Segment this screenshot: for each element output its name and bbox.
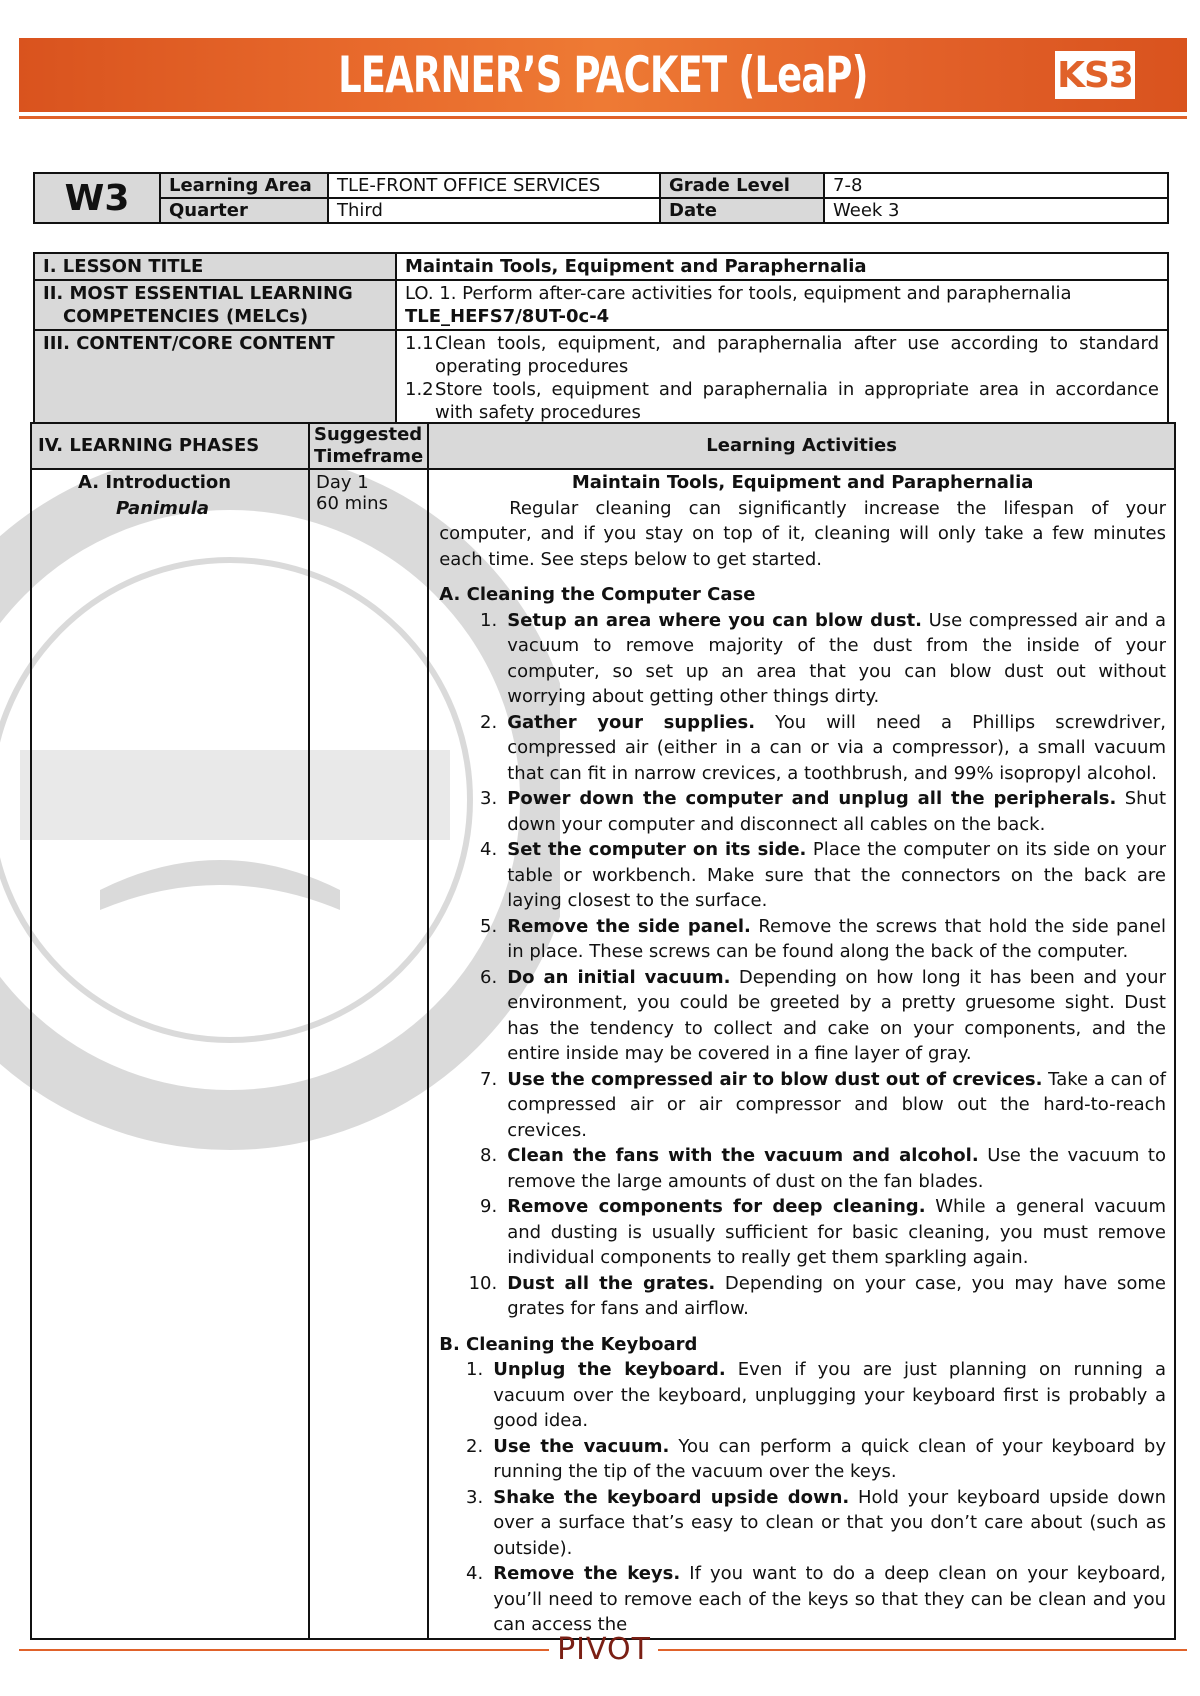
step-body: Remove the screws that hold the side panel in place. These screws can be found along the back of the computer. <box>507 915 1166 962</box>
lesson-table <box>33 252 1169 427</box>
header-banner <box>19 38 1187 112</box>
quarter-label: Quarter <box>160 198 328 223</box>
step-body: Place the computer on its side on your table or workbench. Make sure that the connectors on the back are laying closest to the surface. <box>507 839 1166 911</box>
step-item <box>439 1434 1166 1485</box>
step-number: 1. <box>480 609 498 631</box>
step-text <box>507 608 1166 710</box>
step-text <box>507 914 1166 965</box>
step-item <box>439 1271 1166 1322</box>
step-item <box>439 1357 1166 1434</box>
step-body: Depending on your case, you may have some grates for fans and airflow. <box>507 1272 1167 1319</box>
melc-label <box>34 280 396 330</box>
pivot-logo: PIVOT <box>557 1632 651 1667</box>
header-divider <box>19 116 1187 119</box>
step-body: Use compressed air and a vacuum to remove majority of the dust from the inside of your computer, so set up an area that you can blow dust out without worrying about getting other things dirty. <box>507 609 1166 707</box>
step-item <box>439 608 1166 710</box>
footer-line-right <box>658 1649 1187 1651</box>
step-text <box>493 1485 1166 1562</box>
content-item-text: Store tools, equipment and paraphernalia in appropriate area in accordance with safety procedures <box>435 379 1159 423</box>
step-number: 3. <box>466 1486 484 1508</box>
step-text <box>507 786 1166 837</box>
step-lead: Use the vacuum. <box>493 1435 670 1457</box>
case-cleaning-steps <box>439 608 1166 1322</box>
content-item <box>405 332 1159 378</box>
melc-label-line1: II. MOST ESSENTIAL LEARNING <box>43 283 353 304</box>
step-body: Even if you are just planning on running a vacuum over the keyboard, unplugging your keyboard first is probably a good idea. <box>493 1359 1166 1431</box>
week-code: W3 <box>34 173 160 223</box>
step-text <box>507 710 1166 787</box>
step-item <box>439 914 1166 965</box>
step-lead: Power down the computer and unplug all the peripherals. <box>507 788 1117 809</box>
step-lead: Remove the side panel. <box>507 915 751 937</box>
date-value: Week 3 <box>824 198 1168 223</box>
melc-text: LO. 1. Perform after-care activities for tools, equipment and paraphernalia <box>405 283 1072 304</box>
footer-line-left <box>19 1649 549 1651</box>
step-lead: Set the computer on its side. <box>507 839 807 860</box>
content-item-num: 1.1 <box>405 333 434 354</box>
step-body: Take a can of compressed air or air compressor and blow out the hard-to-reach crevices. <box>507 1068 1166 1141</box>
info-table <box>33 172 1169 224</box>
melc-value <box>396 280 1168 330</box>
content-item-num: 1.2 <box>405 379 434 400</box>
step-lead: Clean the fans with the vacuum and alcohol. <box>507 1145 979 1166</box>
step-item <box>439 1143 1166 1194</box>
step-number: 8. <box>480 1145 498 1166</box>
step-text <box>493 1357 1166 1434</box>
content-label: III. CONTENT/CORE CONTENT <box>34 330 396 426</box>
step-number: 7. <box>480 1068 498 1090</box>
lesson-title-value: Maintain Tools, Equipment and Paraphernalia <box>396 253 1168 280</box>
step-number: 5. <box>480 915 498 937</box>
step-number: 3. <box>480 788 498 809</box>
step-body: You can perform a quick clean of your keyboard by running the tip of the vacuum over the keys. <box>493 1435 1166 1482</box>
step-lead: Do an initial vacuum. <box>507 966 731 988</box>
ks3-badge: KS3 <box>1055 51 1135 99</box>
step-lead: Gather your supplies. <box>507 711 756 733</box>
timeframe-cell <box>309 469 428 1639</box>
date-label: Date <box>660 198 824 223</box>
melc-label-line2: COMPETENCIES (MELCs) <box>63 306 309 327</box>
step-item <box>439 786 1166 837</box>
step-item <box>439 1067 1166 1144</box>
step-number: 9. <box>480 1196 498 1217</box>
timeframe-day: Day 1 <box>316 472 369 493</box>
learning-area-label: Learning Area <box>160 173 328 198</box>
step-body: While a general vacuum and dusting is usually sufficient for basic cleaning, you must remove individual components to really get them sparkling again. <box>507 1196 1166 1268</box>
step-lead: Shake the keyboard upside down. <box>493 1486 850 1508</box>
step-number: 2. <box>480 711 498 733</box>
step-lead: Remove components for deep cleaning. <box>507 1196 926 1217</box>
grade-level-value: 7-8 <box>824 173 1168 198</box>
learning-area-value: TLE-FRONT OFFICE SERVICES <box>328 173 660 198</box>
step-lead: Remove the keys. <box>493 1563 681 1584</box>
grade-level-label: Grade Level <box>660 173 824 198</box>
step-text <box>507 965 1166 1067</box>
step-item <box>439 965 1166 1067</box>
step-body: Depending on how long it has been and your environment, you could be greeted by a pretty gruesome sight. Dust has the tendency to collect and cake on your components, and the entire inside may be covered in a fine layer of gray. <box>507 966 1166 1064</box>
step-text <box>493 1561 1166 1638</box>
step-text <box>507 837 1166 914</box>
step-body: You will need a Phillips screwdriver, compressed air (either in a can or via a compressor), a small vacuum that can fit in narrow crevices, a toothbrush, and 99% isopropyl alcohol. <box>507 711 1166 784</box>
timeframe-col-header: Suggested Timeframe <box>309 423 428 469</box>
quarter-value: Third <box>328 198 660 223</box>
step-text <box>507 1271 1166 1322</box>
phase-name: A. Introduction <box>78 472 232 493</box>
step-number: 10. <box>468 1272 498 1294</box>
activities-cell <box>428 469 1175 1639</box>
step-lead: Use the compressed air to blow dust out of crevices. <box>507 1068 1043 1090</box>
section-a-heading: A. Cleaning the Computer Case <box>439 584 756 605</box>
step-text <box>507 1143 1166 1194</box>
content-value <box>396 330 1168 426</box>
lesson-title-label: I. LESSON TITLE <box>34 253 396 280</box>
phase-subtitle: Panimula <box>116 497 210 519</box>
content-item <box>405 378 1159 424</box>
step-lead: Unplug the keyboard. <box>493 1359 726 1380</box>
step-item <box>439 1485 1166 1562</box>
phases-col-header: IV. LEARNING PHASES <box>31 423 309 469</box>
step-text <box>507 1067 1166 1144</box>
step-item <box>439 710 1166 787</box>
keyboard-cleaning-steps <box>439 1357 1166 1638</box>
step-text <box>493 1434 1166 1485</box>
step-text <box>507 1194 1166 1271</box>
step-number: 1. <box>466 1359 484 1380</box>
step-lead: Setup an area where you can blow dust. <box>507 609 923 631</box>
packet-title: LEARNER’S PACKET (LeaP) <box>338 46 868 104</box>
step-body: If you want to do a deep clean on your keyboard, you’ll need to remove each of the keys so that they can be clean and you can access the <box>493 1563 1166 1635</box>
step-number: 2. <box>466 1435 484 1457</box>
phase-cell <box>31 469 309 1639</box>
activity-title: Maintain Tools, Equipment and Paraphernalia <box>571 472 1034 493</box>
step-body: Use the vacuum to remove the large amounts of dust on the fan blades. <box>507 1145 1166 1192</box>
step-item <box>439 837 1166 914</box>
melc-code: TLE_HEFS7/8UT-0c-4 <box>405 306 610 327</box>
step-body: Shut down your computer and disconnect all cables on the back. <box>507 788 1166 835</box>
step-item <box>439 1194 1166 1271</box>
step-lead: Dust all the grates. <box>507 1272 716 1294</box>
section-b-heading: B. Cleaning the Keyboard <box>439 1333 698 1355</box>
timeframe-mins: 60 mins <box>316 493 388 514</box>
step-item <box>439 1561 1166 1638</box>
activities-col-header: Learning Activities <box>428 423 1175 469</box>
step-number: 4. <box>480 839 498 860</box>
step-body: Hold your keyboard upside down over a surface that’s easy to clean or that you don’t care about (such as outside). <box>493 1486 1167 1559</box>
intro-paragraph: Regular cleaning can significantly increase the lifespan of your computer, and if you stay on top of it, cleaning will only take a few minutes each time. See steps below to get started. <box>439 497 1166 570</box>
step-number: 6. <box>480 966 498 988</box>
step-number: 4. <box>466 1563 484 1584</box>
content-item-text: Clean tools, equipment, and paraphernalia after use according to standard operating procedures <box>435 333 1159 377</box>
learning-phases-table <box>30 422 1176 1640</box>
